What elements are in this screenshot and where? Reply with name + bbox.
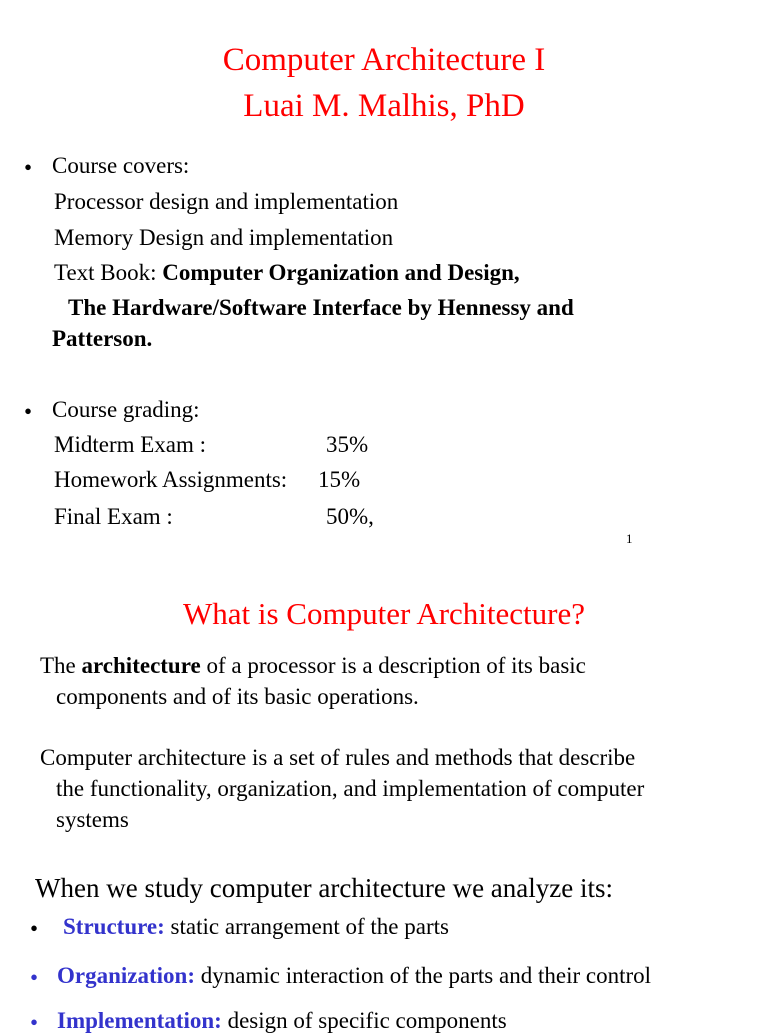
slide2-title: What is Computer Architecture?: [182, 596, 585, 631]
aspect-desc: dynamic interaction of the parts and their control: [195, 963, 652, 988]
grading-row-value: 50%,: [326, 504, 374, 529]
textbook-title-part2: The Hardware/Software Interface by Hennessy and: [68, 295, 574, 320]
aspect-implementation: [57, 1008, 507, 1034]
aspect-term: Organization:: [57, 963, 195, 988]
grading-row-label: Midterm Exam :: [54, 432, 207, 457]
grading-row-value: 15%: [318, 467, 361, 492]
aspect-structure: [63, 914, 449, 940]
textbook-title-part3: Patterson.: [52, 326, 153, 351]
para2-line1: Computer architecture is a set of rules and methods that describe: [40, 745, 636, 770]
aspect-desc: design of specific components: [221, 1008, 507, 1033]
textbook-title-part1: Computer Organization and Design,: [162, 260, 520, 285]
slide1-title-line2: Luai M. Malhis, PhD: [243, 88, 525, 124]
page-number: 1: [626, 531, 633, 546]
para1-line1: [40, 653, 586, 679]
para1-bold-term: architecture: [81, 653, 201, 678]
textbook-line1: [54, 260, 520, 286]
aspect-bullet: •: [30, 916, 39, 941]
covers-bullet: •: [24, 155, 33, 180]
aspect-term: Implementation:: [57, 1008, 222, 1033]
aspect-term: Structure:: [63, 914, 165, 939]
grading-row-label: Final Exam :: [54, 504, 173, 529]
textbook-label: Text Book:: [54, 260, 163, 285]
para2-line3: systems: [56, 807, 129, 832]
aspect-bullet: •: [30, 965, 39, 990]
covers-heading: Course covers:: [52, 153, 190, 178]
para1-pre: The: [40, 653, 82, 678]
study-heading: When we study computer architecture we analyze its:: [35, 873, 614, 903]
grading-heading: Course grading:: [52, 397, 200, 422]
slide1-title-line1: Computer Architecture I: [222, 42, 546, 78]
aspect-bullet: •: [30, 1010, 39, 1035]
aspect-desc: static arrangement of the parts: [164, 914, 449, 939]
covers-item-memory: Memory Design and implementation: [54, 225, 394, 250]
grading-bullet: •: [24, 399, 33, 424]
para2-line2: the functionality, organization, and implementation of computer: [56, 776, 645, 801]
para1-post: of a processor is a description of its basic: [200, 653, 586, 678]
grading-row-label: Homework Assignments:: [54, 467, 288, 492]
grading-row-value: 35%: [326, 432, 369, 457]
para1-line2: components and of its basic operations.: [56, 684, 419, 709]
covers-item-processor: Processor design and implementation: [54, 189, 399, 214]
aspect-organization: [57, 963, 651, 989]
